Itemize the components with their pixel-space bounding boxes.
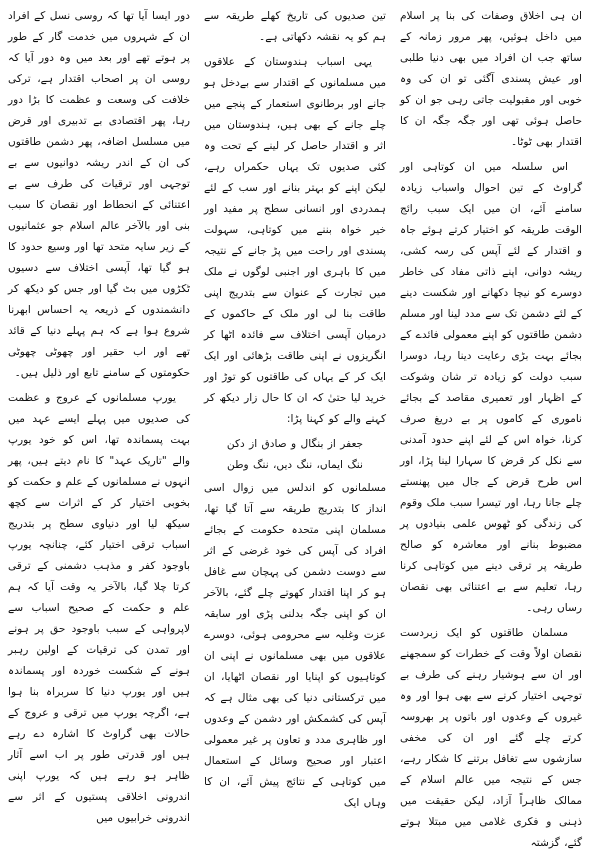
paragraph: یورپ مسلمانوں کے عروج و عظمت کی صدیوں میں پہلے ایسے عہد میں بہت پسماندہ تھا، اس کو خود یورپ والے "تاریک عہد" کا نام دیتے ہیں، پھر انہوں نے مسلمانوں کے علم و حکمت کو بخوبی اختیار کر کے اثرات سے کچھ سیکھ لیا اور دنیاوی سطح پر بتدریج اسباب ترقی اختیار کئے، چنانچہ یورپ باوجود کفر و مذہب دشمنی کے ترقی کرتا چلا گیا، بالآخر یہ وقت آیا کہ ہم علم و حکمت کے صحیح اسباب سے لاپرواہی کے سبب باوجود حق پر ہونے اور تمدن کی ترقیات کے اولین رہبر ہونے کے شکست خوردہ اور پسماندہ ہیں اور یورپ دنیا کا سربراہ بنا ہوا ہے، اگرچہ یورپ میں ترقی و عروج کے حالات بھی گراوٹ کا اشارہ دے رہے ہیں اور قدرتی طور پر اب اسے آثار ظاہر ہو رہے ہیں کہ یورپ اپنی اندرونی اخلاقی پستیوں کے اثر سے اندرونی خرابیوں میں [8,392,190,824]
paragraph: دور ایسا آیا تھا کہ روسی نسل کے افراد ان کے شہروں میں خدمت گار کے طور پر ہوتے تھے اور بعد میں وہ دور آیا کہ روسی ان پر اصحاب اقتدار ہے، ترکی خلافت کی وسعت و عظمت کا بڑا دور رہا، پھر اقتصادی بے تدبیری اور قرض میں مسلسل اضافہ، پھر دشمن طاقتوں کی ان کے اندر ریشہ دوانیوں سے بے توجہی اور ترقیات کی طرف سے بے اعتنائی کے انحطاط اور نقصان کا سبب بنی اور بالآخر عالم اسلام جو عثمانیوں کے زیر سایہ متحد تھا اور وسیع حدود کا ہو گیا تھا، آپسی اختلاف سے دسیوں ٹکڑوں میں بٹ گیا اور جس کو دیکھ کر دانشمندوں کے ذریعہ یہ احساس ابھرنا شروع ہوا ہے کہ ہم پہلے دنیا کے قائد تھے اور اب حقیر اور چھوٹی چھوٹی حکومتوں کے سامنے تابع اور ذلیل ہیں۔ [8,10,190,379]
verse-couplet [204,434,386,476]
paragraph: مسلمانوں کو اندلس میں زوال اسی انداز کا بتدریج طریقہ سے آتا گیا تھا، مسلمان اپنی متحدہ حکومت کے بجائے افراد کی آپس کی خود غرضی کے اثر سے دوست دشمن کی پہچان سے غافل ہو کر اپنا اقتدار کھوتے چلے گئے، بالآخر ان کو اپنی جگہ بدلنی پڑی اور سابقہ عزت وغلبہ سے محرومی ہوئی، دوسرے علاقوں میں بھی مسلمانوں نے اپنی ان کوتاہیوں کو اپنایا اور نقصان اٹھایا، ان میں ترکستانی دنیا کی بھی مثال ہے کہ آپس کی کشمکش اور دشمن کے وعدوں اور ظاہری مدد و تعاون پر غیر معمولی اعتبار اور صحیح وسائل کے استعمال میں کوتاہی کے نتائج پیش آئے، ان کا وہاں ایک [204,482,386,809]
text-column-middle [204,6,386,809]
paragraph: ان ہی اخلاق وصفات کی بنا پر اسلام میں داخل ہوئیں، پھر مرور زمانہ کے ساتھ جب ان افراد میں بھی دنیا طلبی اور عیش پسندی آگئی تو ان کی وہ خوبی اور مقبولیت جاتی رہی جو ان کو حاصل ہوئی تھی اور جگہ جگہ ان کا اقتدار بھی ٹوٹا۔ [400,10,582,148]
paragraph: تین صدیوں کی تاریخ کھلے طریقہ سے ہم کو یہ نقشہ دکھاتی ہے۔ [204,10,386,43]
text-column-right [400,6,582,849]
paragraph: یہی اسباب ہندوستان کے علاقوں میں مسلمانوں کے اقتدار سے بےدخل ہو جانے اور برطانوی استعمار کے پنجے میں چلے جانے کے بھی ہیں، ہندوستان میں اثر و اقتدار حاصل کر لینے کے تحت وہ کئی صدیوں تک یہاں حکمراں رہے، لیکن اپنے کو بہتر بنانے اور سب کے لئے ہمدردی اور انسانی سطح پر مفید اور خیر خواہ بننے میں کوتاہی، سہولت پسندی اور راحت میں پڑ جانے کے نتیجہ میں کا باہری اور اجنبی لوگوں نے ملک میں تجارت کے عنوان سے بتدریج اپنی طاقت بنا لی اور ملک کے حاکموں کے درمیان آپسی اختلاف سے فائدہ اٹھا کر انگریزوں نے اپنی طاقت بڑھائی اور ایک ایک کر کے یہاں کی طاقتوں کو توڑ اور خرید لیا حتیٰ کہ ان کا حال زار دیکھ کر کہنے والے کو کہنا پڑا: [204,56,386,425]
verse-line: ننگ ایماں، ننگ دیں، ننگ وطن [227,459,363,471]
paragraph: اس سلسلہ میں ان کوتاہی اور گراوٹ کے تین احوال واسباب زیادہ سامنے آئے، ان میں ایک سبب رائج الوقت طریقہ کو اختیار کرتے ہوئے جاہ و اقتدار کے لئے آپس کی رسہ کشی، ریشہ دوانی، اپنے ذاتی مفاد کی خاطر دوسرے کو نیچا دکھانے اور شکست دینے کے لئے دشمن تک سے مدد لینا اور مسلم دشمن طاقتوں کو اپنے معمولی فائدے کے بجائے بہت بڑی رعایت دینا رہا، دوسرا سبب دولت کو زیادہ تر شان وشوکت کے اظہار اور تعمیری مقاصد کے بجائے ناموری کے کاموں پر بے دریغ صرف کرنا، خواہ اس کے لئے اپنے حدود آمدنی سے نکل کر قرض کا سہارا لینا پڑا، اور اس طرح قرض کے جال میں پھنستے چلے جانا رہا، اور تیسرا سبب ملک وقوم کی زندگی کو ٹھوس علمی بنیادوں پر مضبوط بنانے اور معاشرہ کو صالح طریقہ پر ترقی دینے میں کوتاہی کرنا رہا، تعلیم سے بے اعتنائی بھی نقصان رساں رہی۔ [400,161,582,614]
text-column-left [8,6,190,824]
verse-line: جعفر از بنگال و صادق از دکن [226,438,364,450]
paragraph: مسلمان طاقتوں کو ایک زبردست نقصان اولاً وقت کے خطرات کو سمجھنے اور ان سے ہوشیار رہنے کی طرف بے توجہی اختیار کرنے سے بھی ہوا اور وہ غیروں کے وعدوں اور باتوں پر بھروسہ کرتے چلے گئے اور ان کی مخفی سازشوں سے تغافل برتنے کا شکار رہے، جس کے نتیجہ میں عالم اسلام کے ممالک ظاہراً آزاد، لیکن حقیقت میں ذہنی و فکری غلامی میں مبتلا ہوتے گئے، گزشتہ [400,627,582,849]
